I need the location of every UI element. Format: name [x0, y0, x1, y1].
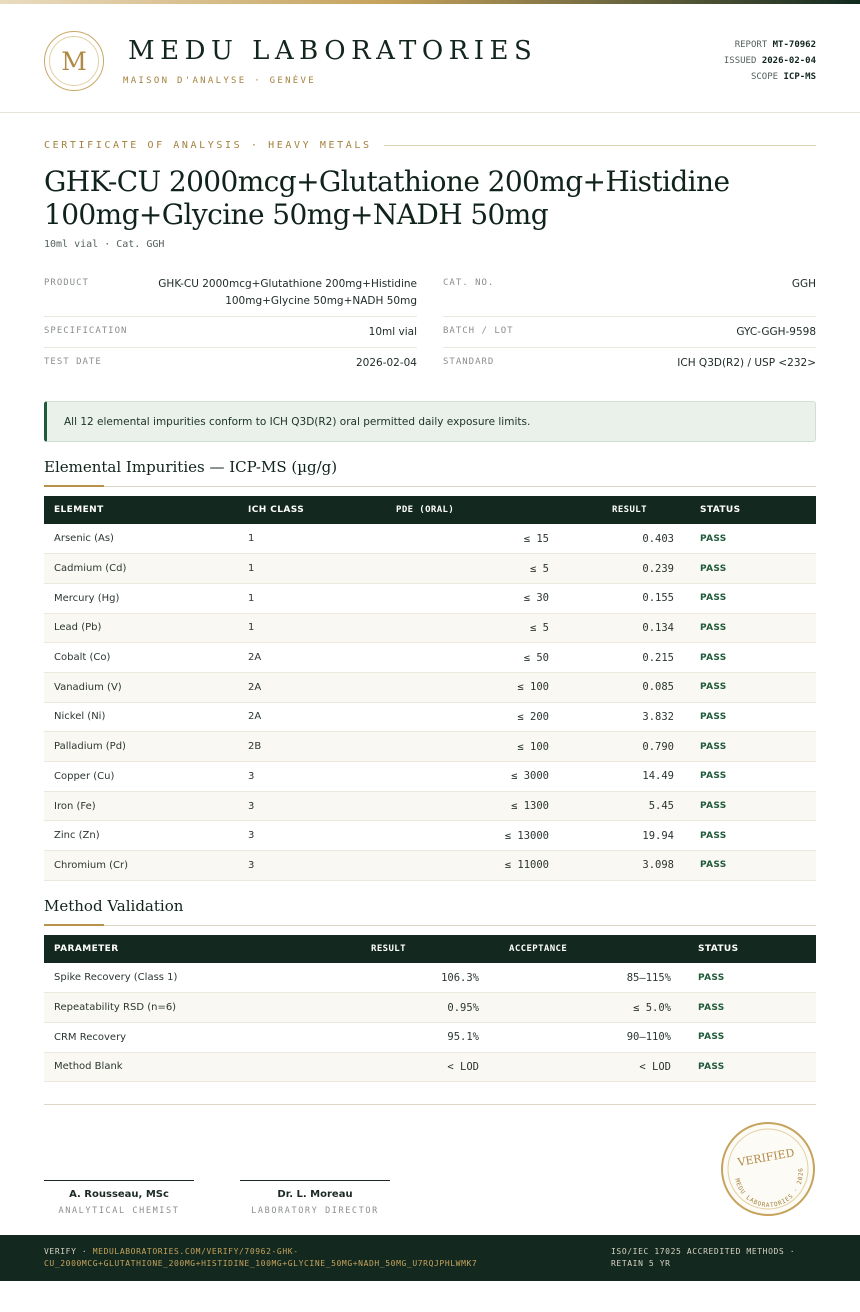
impurities-table: [44, 496, 816, 881]
col-result: RESULT: [559, 496, 684, 524]
scope-value: ICP-MS: [783, 72, 816, 82]
product-title: GHK-CU 2000mcg+Glutathione 200mg+Histidine 100mg+Glycine 50mg+NADH 50mg: [44, 165, 730, 231]
info-batch-label: BATCH / LOT: [443, 326, 514, 336]
impurity-row: [44, 554, 816, 584]
validation-header-row: [44, 935, 816, 963]
impurity-row: [44, 643, 816, 673]
element-cell: Mercury (Hg): [44, 583, 238, 613]
col-val-status: STATUS: [681, 935, 816, 963]
result-cell: 0.790: [559, 732, 684, 762]
status-pass-badge: PASS: [684, 643, 816, 673]
seal-verified-text: VERIFIED: [736, 1146, 796, 1170]
status-pass-badge: PASS: [684, 524, 816, 554]
report-meta: [724, 37, 816, 85]
parameter-cell: Method Blank: [44, 1052, 314, 1082]
element-cell: Cobalt (Co): [44, 643, 238, 673]
pde-cell: ≤ 11000: [348, 851, 559, 881]
col-val-result: RESULT: [314, 935, 489, 963]
parameter-cell: Repeatability RSD (n=6): [44, 993, 314, 1023]
ich-class-cell: 1: [238, 613, 348, 643]
brand-tagline: MAISON D'ANALYSE · GENÈVE: [123, 76, 316, 86]
lab-logo: [44, 31, 104, 91]
impurity-row: [44, 583, 816, 613]
validation-row: [44, 1022, 816, 1052]
parameter-cell: Spike Recovery (Class 1): [44, 963, 314, 993]
impurities-header-row: [44, 496, 816, 524]
info-date-value: 2026-02-04: [355, 357, 417, 369]
footer: [0, 1235, 860, 1281]
status-pass-badge: PASS: [684, 702, 816, 732]
info-spec-value: 10ml vial: [368, 326, 417, 338]
info-batch-value: GYC-GGH-9598: [736, 326, 816, 338]
result-cell: 0.085: [559, 672, 684, 702]
pde-cell: ≤ 1300: [348, 791, 559, 821]
status-pass-badge: PASS: [681, 1022, 816, 1052]
signature-divider: [44, 1104, 816, 1105]
report-number: MT-70962: [772, 40, 816, 50]
footer-verify-url[interactable]: MEDULABORATORIES.COM/VERIFY/70962-GHK-CU_2000MCG+GLUTATHIONE_200MG+HISTIDINE_100MG+GLYCINE_50MG+NADH_50MG_U7RQJPHLWMK7: [44, 1247, 478, 1268]
impurities-section-rule: [44, 486, 816, 487]
status-pass-badge: PASS: [681, 1052, 816, 1082]
element-cell: Cadmium (Cd): [44, 554, 238, 584]
element-cell: Chromium (Cr): [44, 851, 238, 881]
status-pass-badge: PASS: [684, 821, 816, 851]
status-pass-badge: PASS: [684, 672, 816, 702]
element-cell: Arsenic (As): [44, 524, 238, 554]
signature-role: LABORATORY DIRECTOR: [251, 1206, 379, 1216]
info-test-date: [44, 355, 417, 379]
ich-class-cell: 3: [238, 791, 348, 821]
ich-class-cell: 2A: [238, 643, 348, 673]
acceptance-cell: 90–110%: [489, 1022, 681, 1052]
status-pass-badge: PASS: [684, 583, 816, 613]
impurity-row: [44, 762, 816, 792]
certificate-eyebrow-row: [44, 138, 816, 152]
parameter-cell: CRM Recovery: [44, 1022, 314, 1052]
product-subtitle: 10ml vial · Cat. GGH: [44, 239, 165, 250]
result-cell: 19.94: [559, 821, 684, 851]
pde-cell: ≤ 100: [348, 732, 559, 762]
element-cell: Nickel (Ni): [44, 702, 238, 732]
scope-label: SCOPE: [750, 72, 779, 82]
validation-table: [44, 935, 816, 1082]
element-cell: Palladium (Pd): [44, 732, 238, 762]
impurity-row: [44, 732, 816, 762]
ich-class-cell: 3: [238, 762, 348, 792]
footer-accreditation: ISO/IEC 17025 ACCREDITED METHODS · RETAIN 5 YR: [611, 1247, 796, 1268]
ich-class-cell: 2A: [238, 702, 348, 732]
status-pass-badge: PASS: [684, 791, 816, 821]
result-cell: 3.098: [559, 851, 684, 881]
result-cell: 14.49: [559, 762, 684, 792]
pde-cell: ≤ 100: [348, 672, 559, 702]
pde-cell: ≤ 50: [348, 643, 559, 673]
issued-date: 2026-02-04: [761, 56, 816, 66]
info-cat-no: [443, 276, 816, 317]
info-standard: [443, 355, 816, 379]
impurity-row: [44, 702, 816, 732]
validation-row: [44, 963, 816, 993]
result-cell: 0.155: [559, 583, 684, 613]
pde-cell: ≤ 30: [348, 583, 559, 613]
info-standard-value: ICH Q3D(R2) / USP <232>: [677, 357, 816, 369]
element-cell: Vanadium (V): [44, 672, 238, 702]
impurity-row: [44, 524, 816, 554]
validation-result-cell: < LOD: [314, 1052, 489, 1082]
pde-cell: ≤ 3000: [348, 762, 559, 792]
pde-cell: ≤ 15: [348, 524, 559, 554]
status-pass-badge: PASS: [684, 851, 816, 881]
logo-letter: M: [49, 36, 99, 86]
pde-cell: ≤ 200: [348, 702, 559, 732]
acceptance-cell: 85–115%: [489, 963, 681, 993]
col-parameter: PARAMETER: [44, 935, 314, 963]
result-cell: 0.403: [559, 524, 684, 554]
acceptance-cell: < LOD: [489, 1052, 681, 1082]
status-pass-badge: PASS: [681, 963, 816, 993]
col-element: ELEMENT: [44, 496, 238, 524]
impurity-row: [44, 821, 816, 851]
result-cell: 0.215: [559, 643, 684, 673]
info-date-label: TEST DATE: [44, 357, 102, 367]
impurity-row: [44, 672, 816, 702]
pde-cell: ≤ 5: [348, 554, 559, 584]
signature-name: Dr. L. Moreau: [277, 1189, 353, 1200]
ich-class-cell: 1: [238, 583, 348, 613]
status-pass-badge: PASS: [681, 993, 816, 1023]
element-cell: Zinc (Zn): [44, 821, 238, 851]
certificate-eyebrow: CERTIFICATE OF ANALYSIS · HEAVY METALS: [44, 139, 372, 151]
pde-cell: ≤ 5: [348, 613, 559, 643]
verified-seal: [720, 1121, 816, 1217]
col-status: STATUS: [684, 496, 816, 524]
signature-director: [240, 1180, 390, 1216]
ich-class-cell: 3: [238, 821, 348, 851]
info-cat-value: GGH: [791, 278, 816, 290]
impurity-row: [44, 851, 816, 881]
validation-result-cell: 106.3%: [314, 963, 489, 993]
validation-row: [44, 1052, 816, 1082]
header: [0, 4, 860, 113]
info-product-value: GHK-CU 2000mcg+Glutathione 200mg+Histidine 100mg+Glycine 50mg+NADH 50mg: [158, 278, 417, 307]
ich-class-cell: 1: [238, 524, 348, 554]
element-cell: Copper (Cu): [44, 762, 238, 792]
status-pass-badge: PASS: [684, 732, 816, 762]
validation-row: [44, 993, 816, 1023]
info-product: [44, 276, 417, 317]
info-batch: [443, 324, 816, 348]
validation-result-cell: 95.1%: [314, 1022, 489, 1052]
pde-cell: ≤ 13000: [348, 821, 559, 851]
impurities-section-title: Elemental Impurities — ICP-MS (µg/g): [44, 458, 338, 476]
status-pass-badge: PASS: [684, 762, 816, 792]
signature-name: A. Rousseau, MSc: [69, 1189, 169, 1200]
signature-role: ANALYTICAL CHEMIST: [58, 1206, 180, 1216]
col-acceptance: ACCEPTANCE: [489, 935, 681, 963]
impurity-row: [44, 613, 816, 643]
acceptance-cell: ≤ 5.0%: [489, 993, 681, 1023]
info-cat-label: CAT. NO.: [443, 278, 495, 288]
issued-label: ISSUED: [723, 56, 757, 66]
signature-analyst: [44, 1180, 194, 1216]
element-cell: Lead (Pb): [44, 613, 238, 643]
result-cell: 3.832: [559, 702, 684, 732]
validation-section-rule: [44, 925, 816, 926]
element-cell: Iron (Fe): [44, 791, 238, 821]
result-cell: 0.239: [559, 554, 684, 584]
impurity-row: [44, 791, 816, 821]
result-cell: 0.134: [559, 613, 684, 643]
info-standard-label: STANDARD: [443, 357, 495, 367]
ich-class-cell: 2B: [238, 732, 348, 762]
brand-name: MEDU LABORATORIES: [128, 36, 538, 66]
seal-ring-path-text: MEDU LABORATORIES · 2026: [733, 1167, 805, 1209]
info-product-label: PRODUCT: [44, 278, 89, 288]
ich-class-cell: 1: [238, 554, 348, 584]
status-pass-badge: PASS: [684, 613, 816, 643]
ich-class-cell: 2A: [238, 672, 348, 702]
eyebrow-divider: [384, 145, 816, 146]
col-pde: PDE (ORAL): [348, 496, 559, 524]
ich-class-cell: 3: [238, 851, 348, 881]
result-cell: 5.45: [559, 791, 684, 821]
footer-verify-label: VERIFY ·: [44, 1247, 88, 1256]
report-label: REPORT: [734, 40, 768, 50]
info-spec-label: SPECIFICATION: [44, 326, 128, 336]
conformity-notice: All 12 elemental impurities conform to ICH Q3D(R2) oral permitted daily exposure limits.: [44, 401, 816, 442]
validation-section-title: Method Validation: [44, 897, 184, 915]
col-ich-class: ICH CLASS: [238, 496, 348, 524]
status-pass-badge: PASS: [684, 554, 816, 584]
info-specification: [44, 324, 417, 348]
footer-verify: [44, 1246, 564, 1270]
validation-result-cell: 0.95%: [314, 993, 489, 1023]
